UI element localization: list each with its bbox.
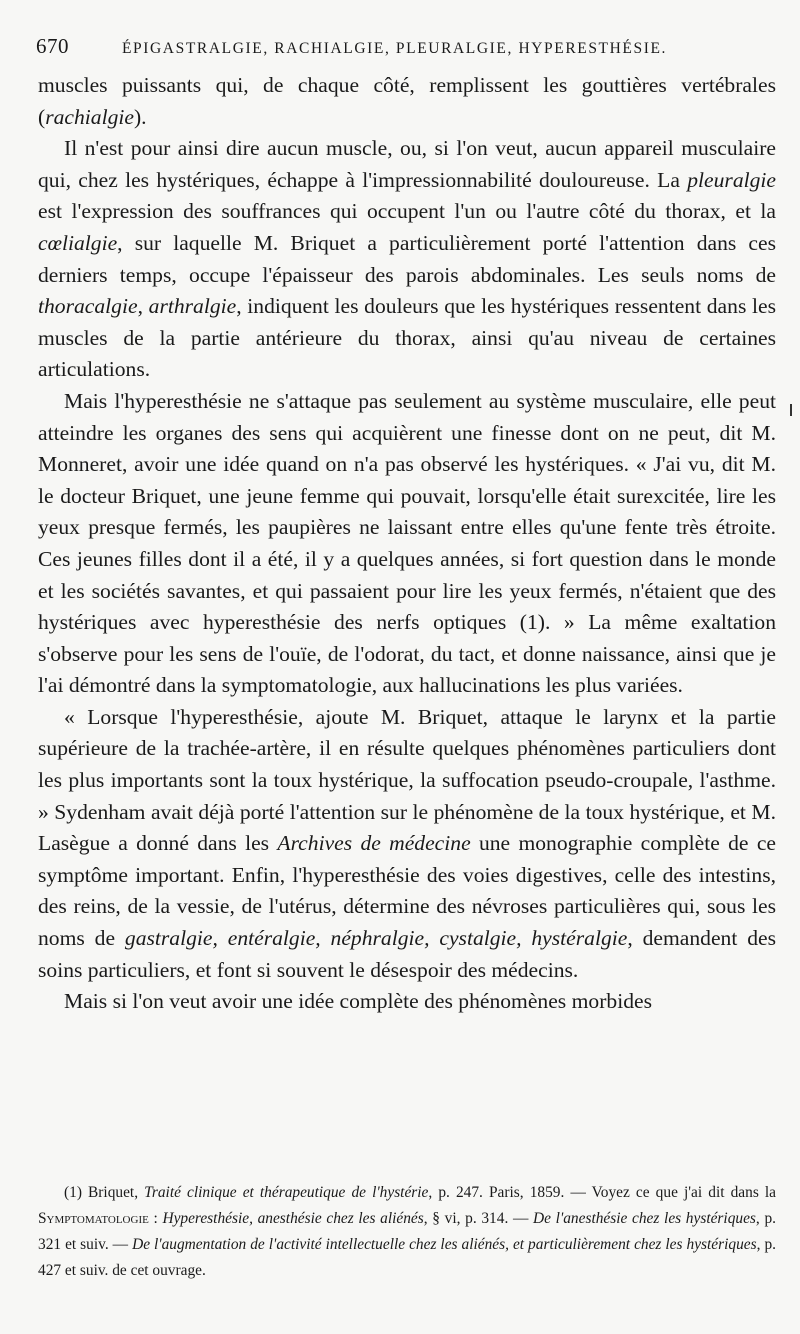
footnote-1 bbox=[38, 1180, 776, 1284]
paragraph-2 bbox=[38, 133, 776, 386]
text-run: , p. 321 et suiv. — bbox=[38, 1210, 776, 1253]
text-run: Il n'est pour ainsi dire aucun muscle, ou, si l'on veut, aucun appareil musculaire qui, chez les hystériques, échappe à l'impressionnabilité douloureuse. La bbox=[38, 136, 776, 192]
text-run: , p. 247. Paris, 1859. — Voyez ce que j'ai dit dans la bbox=[428, 1184, 777, 1201]
text-run: , demandent des soins particuliers, et font si souvent le désespoir des médecins. bbox=[38, 926, 776, 982]
text-run: , § vi, p. 314. — bbox=[423, 1210, 534, 1227]
paragraph-1 bbox=[38, 70, 776, 133]
body-text bbox=[38, 70, 776, 1018]
small-caps-term: Symptomatologie bbox=[38, 1210, 149, 1227]
text-run: , p. 427 et suiv. de cet ouvrage. bbox=[38, 1236, 776, 1279]
text-run: (1) Briquet, bbox=[64, 1184, 145, 1201]
italic-term: gastralgie, entéralgie, néphralgie, cystalgie, hystéralgie bbox=[124, 926, 628, 951]
italic-title: Traité clinique et thérapeutique de l'hystérie bbox=[144, 1184, 429, 1201]
italic-term: rachialgie bbox=[45, 104, 134, 129]
italic-term: pleuralgie bbox=[687, 167, 776, 192]
text-run: « Lorsque l'hyperesthésie, ajoute M. Briquet, attaque le larynx et la partie supérieure de la trachée-artère, il en résulte quelques phénomènes particuliers dont les plus importants sont la toux hystérique, la suffocation pseudo-croupale, l'asthme. » Sydenham avait déjà porté l'attention sur le phénomène de la toux hystérique, et M. Lasègue a donné dans les bbox=[38, 704, 776, 856]
italic-title: De l'anesthésie chez les hystériques bbox=[533, 1210, 756, 1227]
paragraph-4 bbox=[38, 702, 776, 986]
italic-term: cœlialgie bbox=[38, 230, 118, 255]
text-run: ). bbox=[133, 104, 147, 129]
paragraph-3: Mais l'hyperesthésie ne s'attaque pas seulement au système musculaire, elle peut atteindre les organes des sens qui acquièrent une finesse dont on ne peut, dit M. Monneret, avoir une idée quand on n'a pas observé les hystériques. « J'ai vu, dit M. le docteur Briquet, une jeune femme qui pouvait, lorsqu'elle était surexcitée, lire les yeux presque fermés, les paupières ne laissant entre elles qu'une fente très étroite. Ces jeunes filles dont il a été, il y a quelques années, si fort question dans le monde et les sociétés savantes, et qui passaient pour lire les yeux fermés, n'étaient que des hystériques avec hyperesthésie des nerfs optiques (1). » La même exaltation s'observe pour les sens de l'ouïe, de l'odorat, du tact, et donne naissance, ainsi que je l'ai démontré dans la symptomatologie, aux hallucinations les plus variées. bbox=[38, 388, 776, 698]
text-run: , indiquent les douleurs que les hystériques ressentent dans les muscles de la partie antérieure du thorax, ainsi qu'au niveau de certaines articulations. bbox=[38, 294, 776, 382]
text-run: muscles puissants qui, de chaque côté, remplissent les gouttières vertébrales ( bbox=[38, 73, 776, 129]
italic-title: De l'augmentation de l'activité intellectuelle chez les aliénés, et particulièrement chez les hystériques bbox=[132, 1236, 757, 1253]
paragraph-5: Mais si l'on veut avoir une idée complète des phénomènes morbides bbox=[64, 989, 652, 1014]
text-run: : bbox=[148, 1210, 163, 1227]
page-number: 670 bbox=[36, 34, 69, 58]
italic-term: thoracalgie bbox=[38, 294, 138, 319]
running-head: ÉPIGASTRALGIE, RACHIALGIE, PLEURALGIE, HYPERESTHÉSIE. bbox=[121, 40, 668, 57]
footnote bbox=[38, 1180, 776, 1284]
text-run: est l'expression des souffrances qui occupent l'un ou l'autre côté du thorax, et la bbox=[38, 199, 776, 224]
text-run: une monographie complète de ce symptôme important. Enfin, l'hyperesthésie des voies digestives, celle des intestins, des reins, de la vessie, de l'utérus, détermine des névroses particulières qui, sous les noms de bbox=[38, 831, 776, 951]
text-run: , bbox=[137, 294, 149, 319]
italic-term: arthralgie bbox=[148, 294, 237, 319]
page-header bbox=[36, 34, 760, 59]
text-run: , sur laquelle M. Briquet a particulièrement porté l'attention dans ces derniers temps, occupe l'épaisseur des parois abdominales. Les seuls noms de bbox=[38, 230, 776, 287]
margin-mark bbox=[790, 404, 792, 416]
italic-term: Archives de médecine bbox=[277, 831, 471, 856]
italic-title: Hyperesthésie, anesthésie chez les aliénés bbox=[162, 1210, 424, 1227]
